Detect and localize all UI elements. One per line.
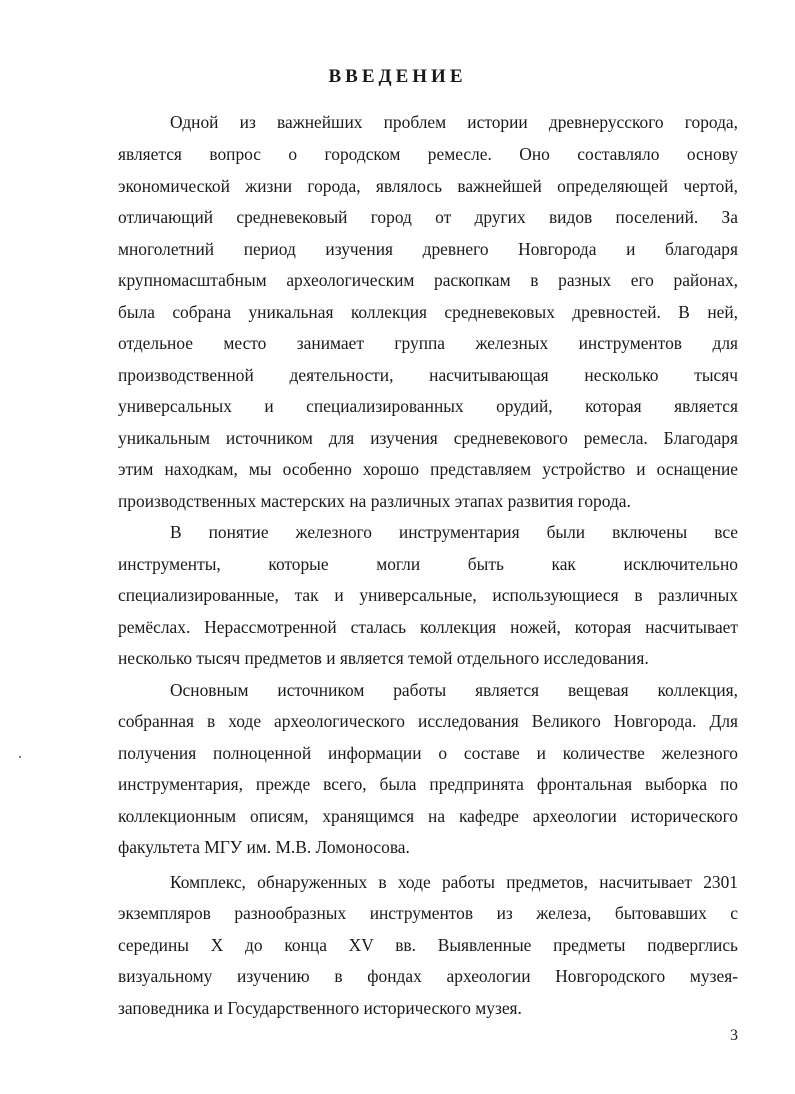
paragraph-1-line-9: производственной деятельности, насчитывающая несколько тысяч bbox=[118, 365, 738, 385]
page-title: ВВЕДЕНИЕ bbox=[328, 66, 467, 87]
paragraph-2-line-1: В понятие железного инструментария были включены все bbox=[170, 522, 738, 542]
paragraph-1-line-4: отличающий средневековый город от других видов поселений. За bbox=[118, 207, 738, 227]
paragraph-4-line-2: экземпляров разнообразных инструментов из железа, бытовавших с bbox=[118, 903, 738, 923]
paragraph-1-line-6: крупномасштабным археологическим раскопкам в разных его районах, bbox=[118, 270, 738, 290]
paragraph-1-line-12: этим находкам, мы особенно хорошо представляем устройство и оснащение bbox=[118, 459, 738, 479]
page-number: 3 bbox=[730, 1027, 738, 1044]
paragraph-3-line-1: Основным источником работы является вещевая коллекция, bbox=[170, 680, 738, 700]
paragraph-1-line-3: экономической жизни города, являлось важнейшей определяющей чертой, bbox=[118, 176, 738, 196]
paragraph-1-line-13: производственных мастерских на различных этапах развития города. bbox=[118, 491, 631, 511]
paragraph-2-line-3: специализированные, так и универсальные, использующиеся в различных bbox=[118, 585, 738, 605]
paragraph-4-line-4: визуальному изучению в фондах археологии Новгородского музея- bbox=[118, 966, 738, 986]
paragraph-2-line-2: инструменты, которые могли быть как исключительно bbox=[118, 554, 738, 574]
paragraph-1-line-2: является вопрос о городском ремесле. Оно составляло основу bbox=[118, 144, 738, 164]
paragraph-1-line-8: отдельное место занимает группа железных инструментов для bbox=[118, 333, 738, 353]
paragraph-1-line-11: уникальным источником для изучения средневекового ремесла. Благодаря bbox=[118, 428, 738, 448]
paragraph-4-line-1: Комплекс, обнаруженных в ходе работы предметов, насчитывает 2301 bbox=[170, 872, 738, 892]
paragraph-3-line-3: получения полноценной информации о составе и количестве железного bbox=[118, 743, 738, 763]
paragraph-2-line-5: несколько тысяч предметов и является темой отдельного исследования. bbox=[118, 648, 649, 668]
paragraph-1-line-7: была собрана уникальная коллекция средневековых древностей. В ней, bbox=[118, 302, 738, 322]
paragraph-2-line-4: ремёслах. Нерассмотренной сталась коллекция ножей, которая насчитывает bbox=[118, 617, 738, 637]
paragraph-1-line-1: Одной из важнейших проблем истории древнерусского города, bbox=[170, 112, 738, 132]
paragraph-1-line-10: универсальных и специализированных орудий, которая является bbox=[118, 396, 738, 416]
scan-speck bbox=[19, 756, 21, 758]
paragraph-3-line-4: инструментария, прежде всего, была предпринята фронтальная выборка по bbox=[118, 774, 738, 794]
paragraph-4-line-3: середины X до конца XV вв. Выявленные предметы подверглись bbox=[118, 935, 738, 955]
paragraph-3-line-2: собранная в ходе археологического исследования Великого Новгорода. Для bbox=[118, 711, 738, 731]
paragraph-1-line-5: многолетний период изучения древнего Новгорода и благодаря bbox=[118, 239, 738, 259]
paragraph-3-line-6: факультета МГУ им. М.В. Ломоносова. bbox=[118, 837, 410, 857]
paragraph-4-line-5: заповедника и Государственного исторического музея. bbox=[118, 998, 522, 1018]
paragraph-3-line-5: коллекционным описям, хранящимся на кафедре археологии исторического bbox=[118, 806, 738, 826]
